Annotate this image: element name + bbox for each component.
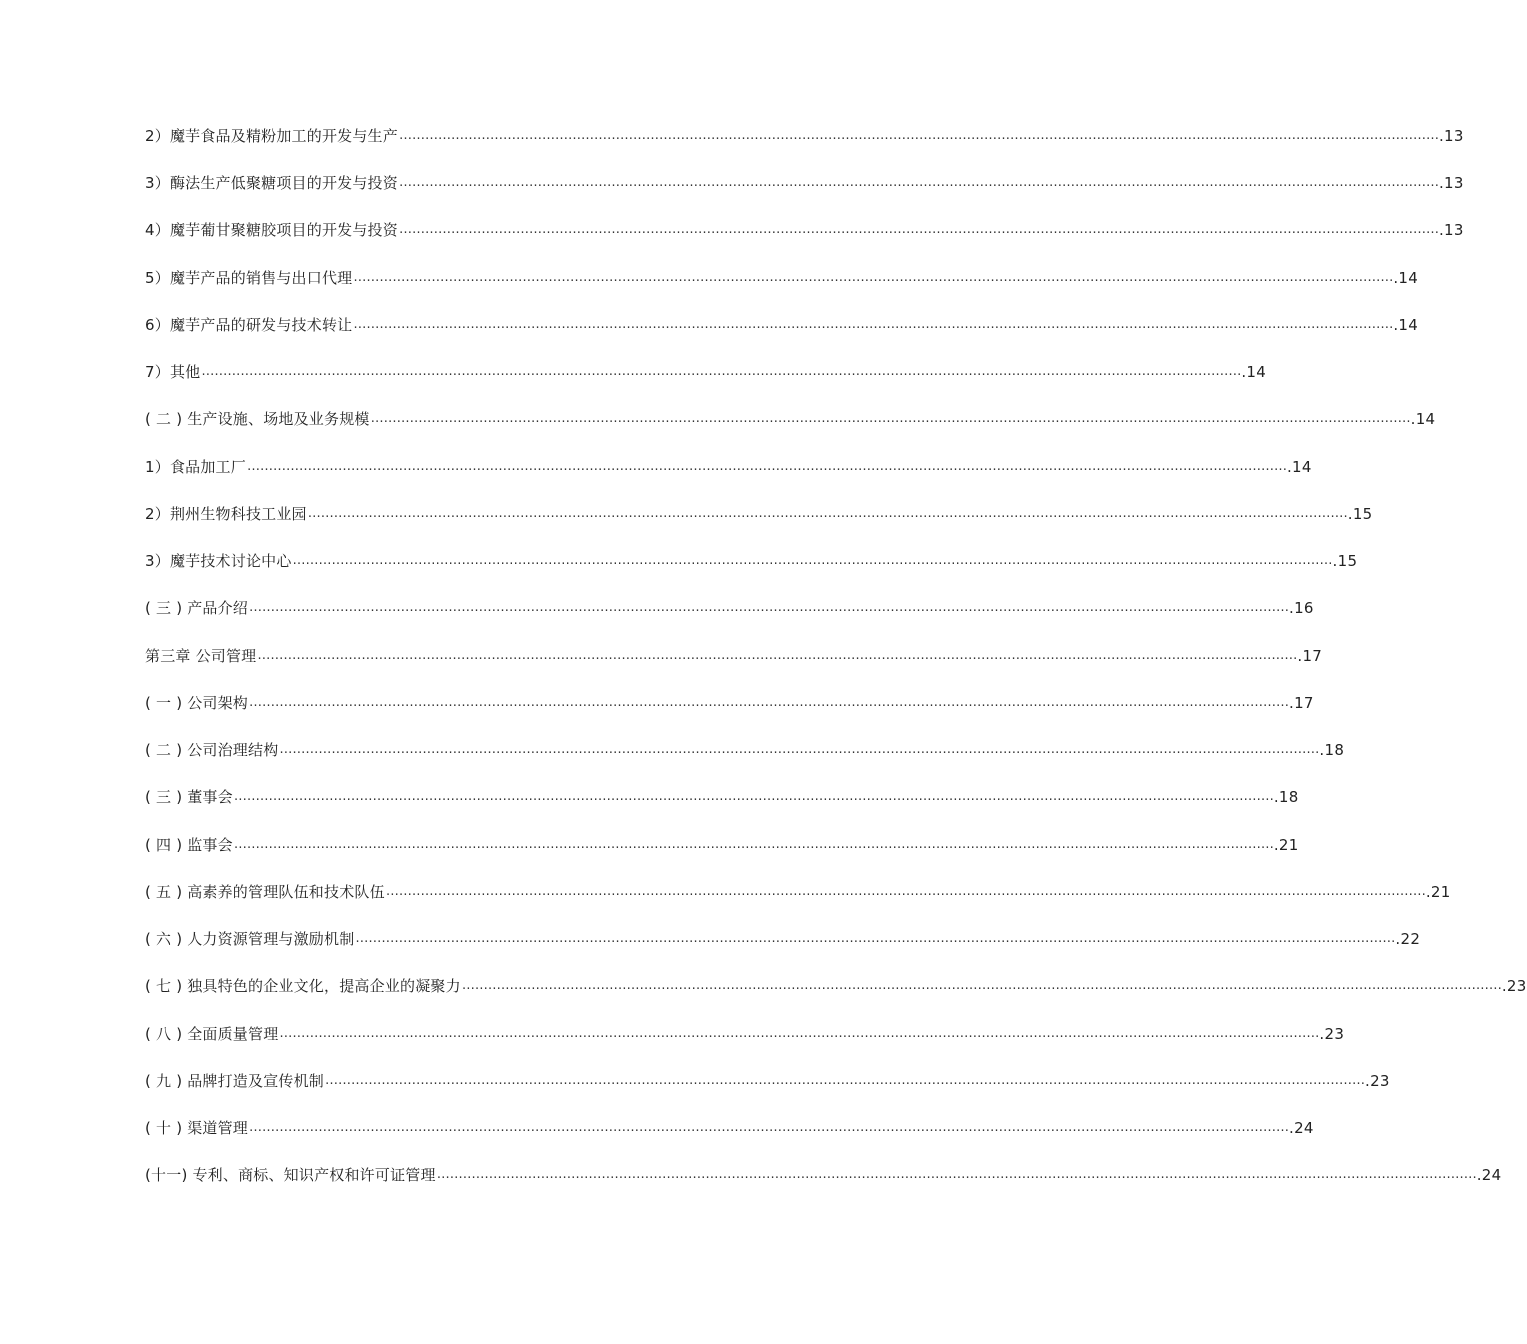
toc-entry-title: 2）荆州生物科技工业园 [145, 505, 307, 523]
dot-leader: …………………………………………………………………………………………………………………………………………………………………………………………………………………… [233, 837, 1274, 852]
toc-page-number: .13 [1438, 221, 1464, 239]
toc-entry[interactable] [145, 738, 1345, 762]
toc-page-number: .21 [1425, 883, 1451, 901]
dot-leader: …………………………………………………………………………………………………………………………………………………………………………………………………………………… [398, 175, 1439, 190]
dot-leader: …………………………………………………………………………………………………………………………………………………………………………………………………………………… [355, 931, 1396, 946]
dot-leader: …………………………………………………………………………………………………………………………………………………………………………………………………………………… [461, 978, 1502, 993]
toc-entry[interactable] [145, 124, 1464, 148]
toc-page-number: .23 [1365, 1072, 1390, 1090]
toc-entry-title: 1）食品加工厂 [145, 458, 246, 476]
toc-entry[interactable] [145, 360, 1267, 384]
toc-page-number: .24 [1289, 1119, 1314, 1137]
toc-entry[interactable] [145, 266, 1419, 290]
toc-entry[interactable] [145, 785, 1299, 809]
dot-leader: …………………………………………………………………………………………………………………………………………………………………………………………………………………… [201, 364, 1242, 379]
toc-page-number: .23 [1501, 977, 1527, 995]
toc-entry-title: ( 四 ) 监事会 [145, 836, 233, 854]
toc-entry[interactable] [145, 644, 1323, 668]
dot-leader: …………………………………………………………………………………………………………………………………………………………………………………………………………………… [370, 411, 1411, 426]
toc-entry-title: 2）魔芋食品及精粉加工的开发与生产 [145, 127, 398, 145]
toc-page-number: .14 [1286, 458, 1312, 476]
toc-entry[interactable] [145, 549, 1358, 573]
dot-leader: …………………………………………………………………………………………………………………………………………………………………………………………………………………… [257, 648, 1298, 663]
dot-leader: …………………………………………………………………………………………………………………………………………………………………………………………………………………… [233, 789, 1274, 804]
toc-page-number: .18 [1319, 741, 1345, 759]
toc-entry-title: 5）魔芋产品的销售与出口代理 [145, 269, 353, 287]
toc-entry-title: 4）魔芋葡甘聚糖胶项目的开发与投资 [145, 221, 398, 239]
toc-entry[interactable] [145, 313, 1419, 337]
toc-page-number: .24 [1476, 1166, 1502, 1184]
dot-leader: …………………………………………………………………………………………………………………………………………………………………………………………………………………… [398, 128, 1439, 143]
toc-entry[interactable] [145, 171, 1464, 195]
dot-leader: …………………………………………………………………………………………………………………………………………………………………………………………………………………… [325, 1073, 1366, 1088]
toc-entry-title: ( 二 ) 公司治理结构 [145, 741, 279, 759]
toc-entry[interactable] [145, 880, 1451, 904]
toc-page-number: .13 [1438, 127, 1464, 145]
dot-leader: …………………………………………………………………………………………………………………………………………………………………………………………………………………… [249, 600, 1290, 615]
toc-entry[interactable] [145, 691, 1314, 715]
toc-entry[interactable] [145, 1022, 1345, 1046]
toc-entry-title: 3）魔芋技术讨论中心 [145, 552, 292, 570]
toc-page-number: .18 [1273, 788, 1299, 806]
toc-page-number: .15 [1347, 505, 1373, 523]
dot-leader: …………………………………………………………………………………………………………………………………………………………………………………………………………………… [279, 1026, 1320, 1041]
toc-entry[interactable] [145, 502, 1373, 526]
dot-leader: …………………………………………………………………………………………………………………………………………………………………………………………………………………… [249, 1120, 1290, 1135]
toc-entry[interactable] [145, 1163, 1502, 1187]
toc-page-number: .15 [1332, 552, 1358, 570]
toc-page-number: .14 [1410, 410, 1436, 428]
toc-entry-title: ( 六 ) 人力资源管理与激励机制 [145, 930, 355, 948]
dot-leader: …………………………………………………………………………………………………………………………………………………………………………………………………………………… [353, 317, 1394, 332]
toc-page-number: .14 [1241, 363, 1267, 381]
toc-entry-title: ( 五 ) 高素养的管理队伍和技术队伍 [145, 883, 385, 901]
toc-page-number: .23 [1319, 1025, 1345, 1043]
toc-entry-title: ( 七 ) 独具特色的企业文化，提高企业的凝聚力 [145, 977, 461, 995]
dot-leader: …………………………………………………………………………………………………………………………………………………………………………………………………………………… [279, 742, 1320, 757]
dot-leader: …………………………………………………………………………………………………………………………………………………………………………………………………………………… [307, 506, 1348, 521]
toc-entry[interactable] [145, 1069, 1390, 1093]
toc-entry-title: ( 三 ) 产品介绍 [145, 599, 249, 617]
dot-leader: …………………………………………………………………………………………………………………………………………………………………………………………………………………… [398, 222, 1439, 237]
toc-entry[interactable] [145, 596, 1314, 620]
toc-entry[interactable] [145, 833, 1299, 857]
toc-page-number: .21 [1273, 836, 1299, 854]
toc-page-number: .22 [1395, 930, 1421, 948]
dot-leader: …………………………………………………………………………………………………………………………………………………………………………………………………………………… [385, 884, 1426, 899]
toc-entry-title: (十一) 专利、商标、知识产权和许可证管理 [145, 1166, 436, 1184]
toc-entry-title: 7）其他 [145, 363, 201, 381]
toc-entry-title: ( 十 ) 渠道管理 [145, 1119, 249, 1137]
dot-leader: …………………………………………………………………………………………………………………………………………………………………………………………………………………… [292, 553, 1333, 568]
dot-leader: …………………………………………………………………………………………………………………………………………………………………………………………………………………… [249, 695, 1290, 710]
dot-leader: …………………………………………………………………………………………………………………………………………………………………………………………………………………… [353, 270, 1394, 285]
toc-page-number: .14 [1393, 269, 1419, 287]
toc-entry-title: ( 一 ) 公司架构 [145, 694, 249, 712]
toc-page-number: .16 [1289, 599, 1314, 617]
toc-entry[interactable] [145, 407, 1436, 431]
toc-entry-title: ( 九 ) 品牌打造及宣传机制 [145, 1072, 325, 1090]
toc-entry[interactable] [145, 1116, 1314, 1140]
toc-entry-title: 6）魔芋产品的研发与技术转让 [145, 316, 353, 334]
dot-leader: …………………………………………………………………………………………………………………………………………………………………………………………………………………… [246, 459, 1287, 474]
toc-entry[interactable] [145, 218, 1464, 242]
toc-page-number: .17 [1297, 647, 1323, 665]
toc-entry[interactable] [145, 455, 1312, 479]
toc-entry-title: ( 三 ) 董事会 [145, 788, 233, 806]
dot-leader: …………………………………………………………………………………………………………………………………………………………………………………………………………………… [436, 1167, 1477, 1182]
toc-page-number: .17 [1289, 694, 1314, 712]
toc-page-number: .14 [1393, 316, 1419, 334]
toc-entry[interactable] [145, 974, 1527, 998]
toc-entry-title: 3）酶法生产低聚糖项目的开发与投资 [145, 174, 398, 192]
toc-entry-title: ( 八 ) 全面质量管理 [145, 1025, 279, 1043]
toc-page-number: .13 [1438, 174, 1464, 192]
toc-entry-title: 第三章 公司管理 [145, 647, 257, 665]
toc-entry[interactable] [145, 927, 1421, 951]
toc-entry-title: ( 二 ) 生产设施、场地及业务规模 [145, 410, 370, 428]
